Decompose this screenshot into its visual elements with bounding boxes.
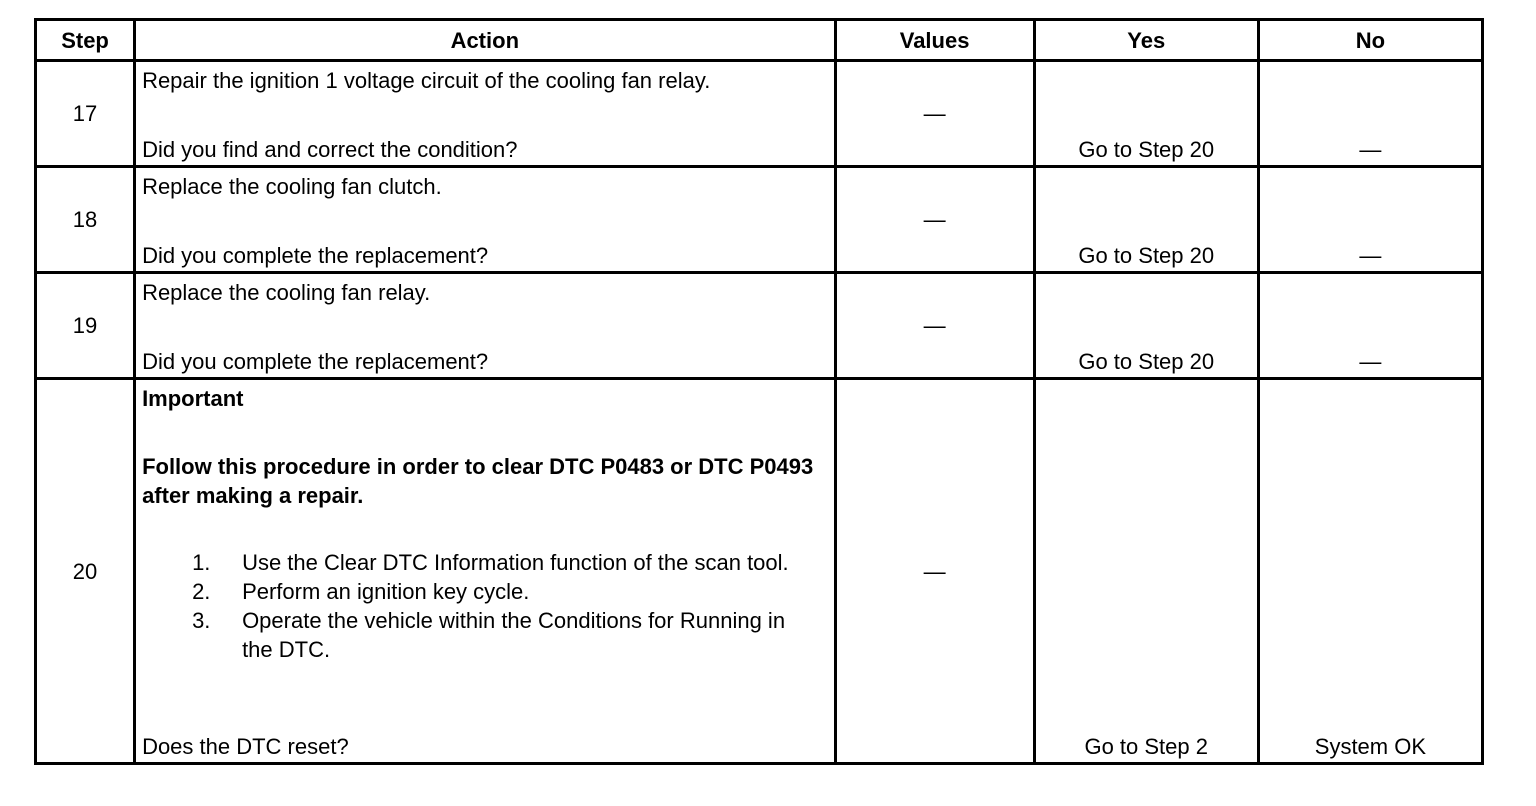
action-text: Replace the cooling fan relay.: [142, 280, 431, 305]
action-text: Repair the ignition 1 voltage circuit of the cooling fan relay.: [142, 68, 711, 93]
list-item-text: Operate the vehicle within the Conditions for Running in the DTC.: [242, 608, 786, 662]
important-heading: Important: [142, 386, 244, 411]
values-cell: —: [835, 273, 1034, 379]
header-values: Values: [835, 20, 1034, 61]
yes-cell: [1034, 61, 1258, 167]
values-cell: —: [835, 61, 1034, 167]
table-row-step-18: [36, 167, 1483, 273]
table-row-step-19: [36, 273, 1483, 379]
yes-text: Go to Step 20: [1078, 137, 1215, 162]
yes-text: Go to Step 20: [1078, 349, 1215, 374]
procedure-list: [142, 548, 827, 664]
important-note: Follow this procedure in order to clear DTC P0483 or DTC P0493 after making a repair.: [142, 454, 814, 508]
no-text: —: [1359, 349, 1382, 374]
action-question: Did you complete the replacement?: [142, 349, 489, 374]
action-question: Did you find and correct the condition?: [142, 137, 518, 162]
yes-text: Go to Step 2: [1084, 734, 1208, 759]
no-text: —: [1359, 137, 1382, 162]
header-action: Action: [135, 20, 835, 61]
header-step: Step: [36, 20, 135, 61]
action-question: Does the DTC reset?: [142, 734, 349, 759]
list-item-number: 1.: [192, 550, 211, 575]
list-item-text: Perform an ignition key cycle.: [242, 579, 530, 604]
list-item: [142, 606, 827, 664]
step-number: 19: [36, 273, 135, 379]
step-number: 20: [36, 379, 135, 764]
yes-cell: [1034, 167, 1258, 273]
list-item: [142, 548, 827, 577]
action-cell: [135, 379, 835, 764]
no-cell: [1258, 61, 1482, 167]
diagnostic-procedure-table: [34, 18, 1484, 765]
action-text: Replace the cooling fan clutch.: [142, 174, 442, 199]
yes-text: Go to Step 20: [1078, 243, 1215, 268]
step-number: 17: [36, 61, 135, 167]
action-content: [142, 384, 827, 664]
action-cell: [135, 167, 835, 273]
list-item-number: 2.: [192, 579, 211, 604]
list-item-number: 3.: [192, 608, 211, 633]
no-cell: [1258, 273, 1482, 379]
values-cell: —: [835, 167, 1034, 273]
step-number: 18: [36, 167, 135, 273]
header-yes: Yes: [1034, 20, 1258, 61]
table-row-step-17: [36, 61, 1483, 167]
no-text: —: [1359, 243, 1382, 268]
action-cell: [135, 273, 835, 379]
values-cell: —: [835, 379, 1034, 764]
action-cell: [135, 61, 835, 167]
list-item-text: Use the Clear DTC Information function of the scan tool.: [242, 550, 789, 575]
no-cell: [1258, 167, 1482, 273]
yes-cell: [1034, 379, 1258, 764]
no-text: System OK: [1314, 734, 1427, 759]
no-cell: [1258, 379, 1482, 764]
action-question: Did you complete the replacement?: [142, 243, 489, 268]
yes-cell: [1034, 273, 1258, 379]
table-header-row: [36, 20, 1483, 61]
list-item: [142, 577, 827, 606]
table-row-step-20: [36, 379, 1483, 764]
header-no: No: [1258, 20, 1482, 61]
